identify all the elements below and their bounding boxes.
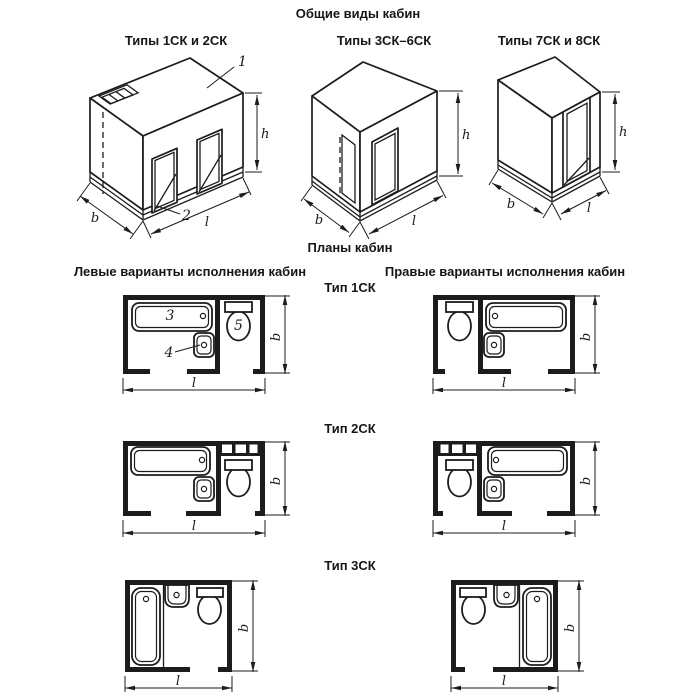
isometric-view-7sk-8sk	[485, 52, 665, 227]
dim-b-label: b	[237, 623, 252, 633]
plan-type1-right	[428, 290, 613, 400]
dim-b-label: b	[269, 476, 284, 486]
plan-type2-right	[428, 436, 613, 541]
dim-b-label: b	[579, 332, 594, 342]
dimension-l	[433, 376, 575, 394]
figure-caption-types-1sk-2sk: Типы 1СК и 2СК	[124, 33, 228, 48]
dim-h-label: h	[261, 127, 270, 142]
dim-b-label: b	[579, 476, 594, 486]
doorway-front	[563, 97, 590, 187]
callout-5-label: 5	[234, 318, 243, 334]
dim-b-label: b	[314, 213, 324, 228]
dim-h-label: h	[619, 125, 628, 140]
dimension-b	[232, 580, 258, 672]
plans-title: Планы кабин	[307, 240, 393, 255]
dimension-h	[245, 93, 269, 172]
dimension-l	[125, 674, 232, 692]
figure-caption-types-7sk-8sk: Типы 7СК и 8СК	[497, 33, 601, 48]
row-label-type-1sk: Тип 1СК	[324, 280, 376, 295]
dim-l-label: l	[501, 674, 507, 689]
dimension-b	[265, 441, 290, 516]
dim-l-label: l	[501, 376, 507, 391]
dimension-b	[558, 580, 584, 672]
dimension-b	[575, 295, 600, 374]
plan-type3-left	[120, 576, 270, 698]
door-left	[152, 148, 177, 213]
callout-3-label: 3	[165, 308, 175, 324]
dim-l-label: l	[411, 214, 417, 229]
dim-b-label: b	[506, 197, 516, 212]
isometric-view-1sk-2sk	[55, 50, 270, 245]
callout-1-label: 1	[238, 54, 247, 70]
dim-b-label: b	[563, 623, 578, 633]
plan-type3-right	[446, 576, 596, 698]
plan-type1-left	[118, 290, 303, 400]
dim-l-label: l	[191, 376, 197, 391]
hidden-door-left-face	[340, 135, 355, 203]
dimension-h	[439, 91, 470, 176]
dim-l-label: l	[191, 519, 197, 534]
dim-b-label: b	[90, 211, 100, 226]
callout-3	[166, 308, 175, 324]
dimension-l	[433, 519, 575, 537]
dim-l-label: l	[175, 674, 181, 689]
dimension-l	[123, 519, 265, 537]
dim-h-label: h	[462, 128, 471, 143]
dim-l-label: l	[501, 519, 507, 534]
callout-5	[234, 318, 243, 334]
isometric-view-3sk-6sk	[283, 58, 473, 246]
dim-l-label: l	[204, 215, 210, 230]
plans-right-header: Правые варианты исполнения кабин	[384, 264, 626, 279]
dimension-h	[602, 92, 627, 172]
dimension-b	[575, 441, 600, 516]
plans-left-header: Левые варианты исполнения кабин	[73, 264, 307, 279]
dimension-l	[123, 376, 265, 394]
callout-2-label: 2	[182, 208, 191, 224]
page-title: Общие виды кабин	[295, 6, 421, 21]
dim-l-label: l	[586, 201, 592, 216]
figure-caption-types-3sk-6sk: Типы 3СК–6СК	[336, 33, 432, 48]
row-label-type-3sk: Тип 3СК	[324, 558, 376, 573]
dim-b-label: b	[269, 332, 284, 342]
callout-4-label: 4	[164, 345, 174, 361]
row-label-type-2sk: Тип 2СК	[324, 421, 376, 436]
door-right	[197, 129, 222, 194]
door-front	[372, 128, 398, 205]
plan-type2-left	[118, 436, 303, 541]
dimension-l	[451, 674, 558, 692]
dimension-b	[265, 295, 290, 374]
